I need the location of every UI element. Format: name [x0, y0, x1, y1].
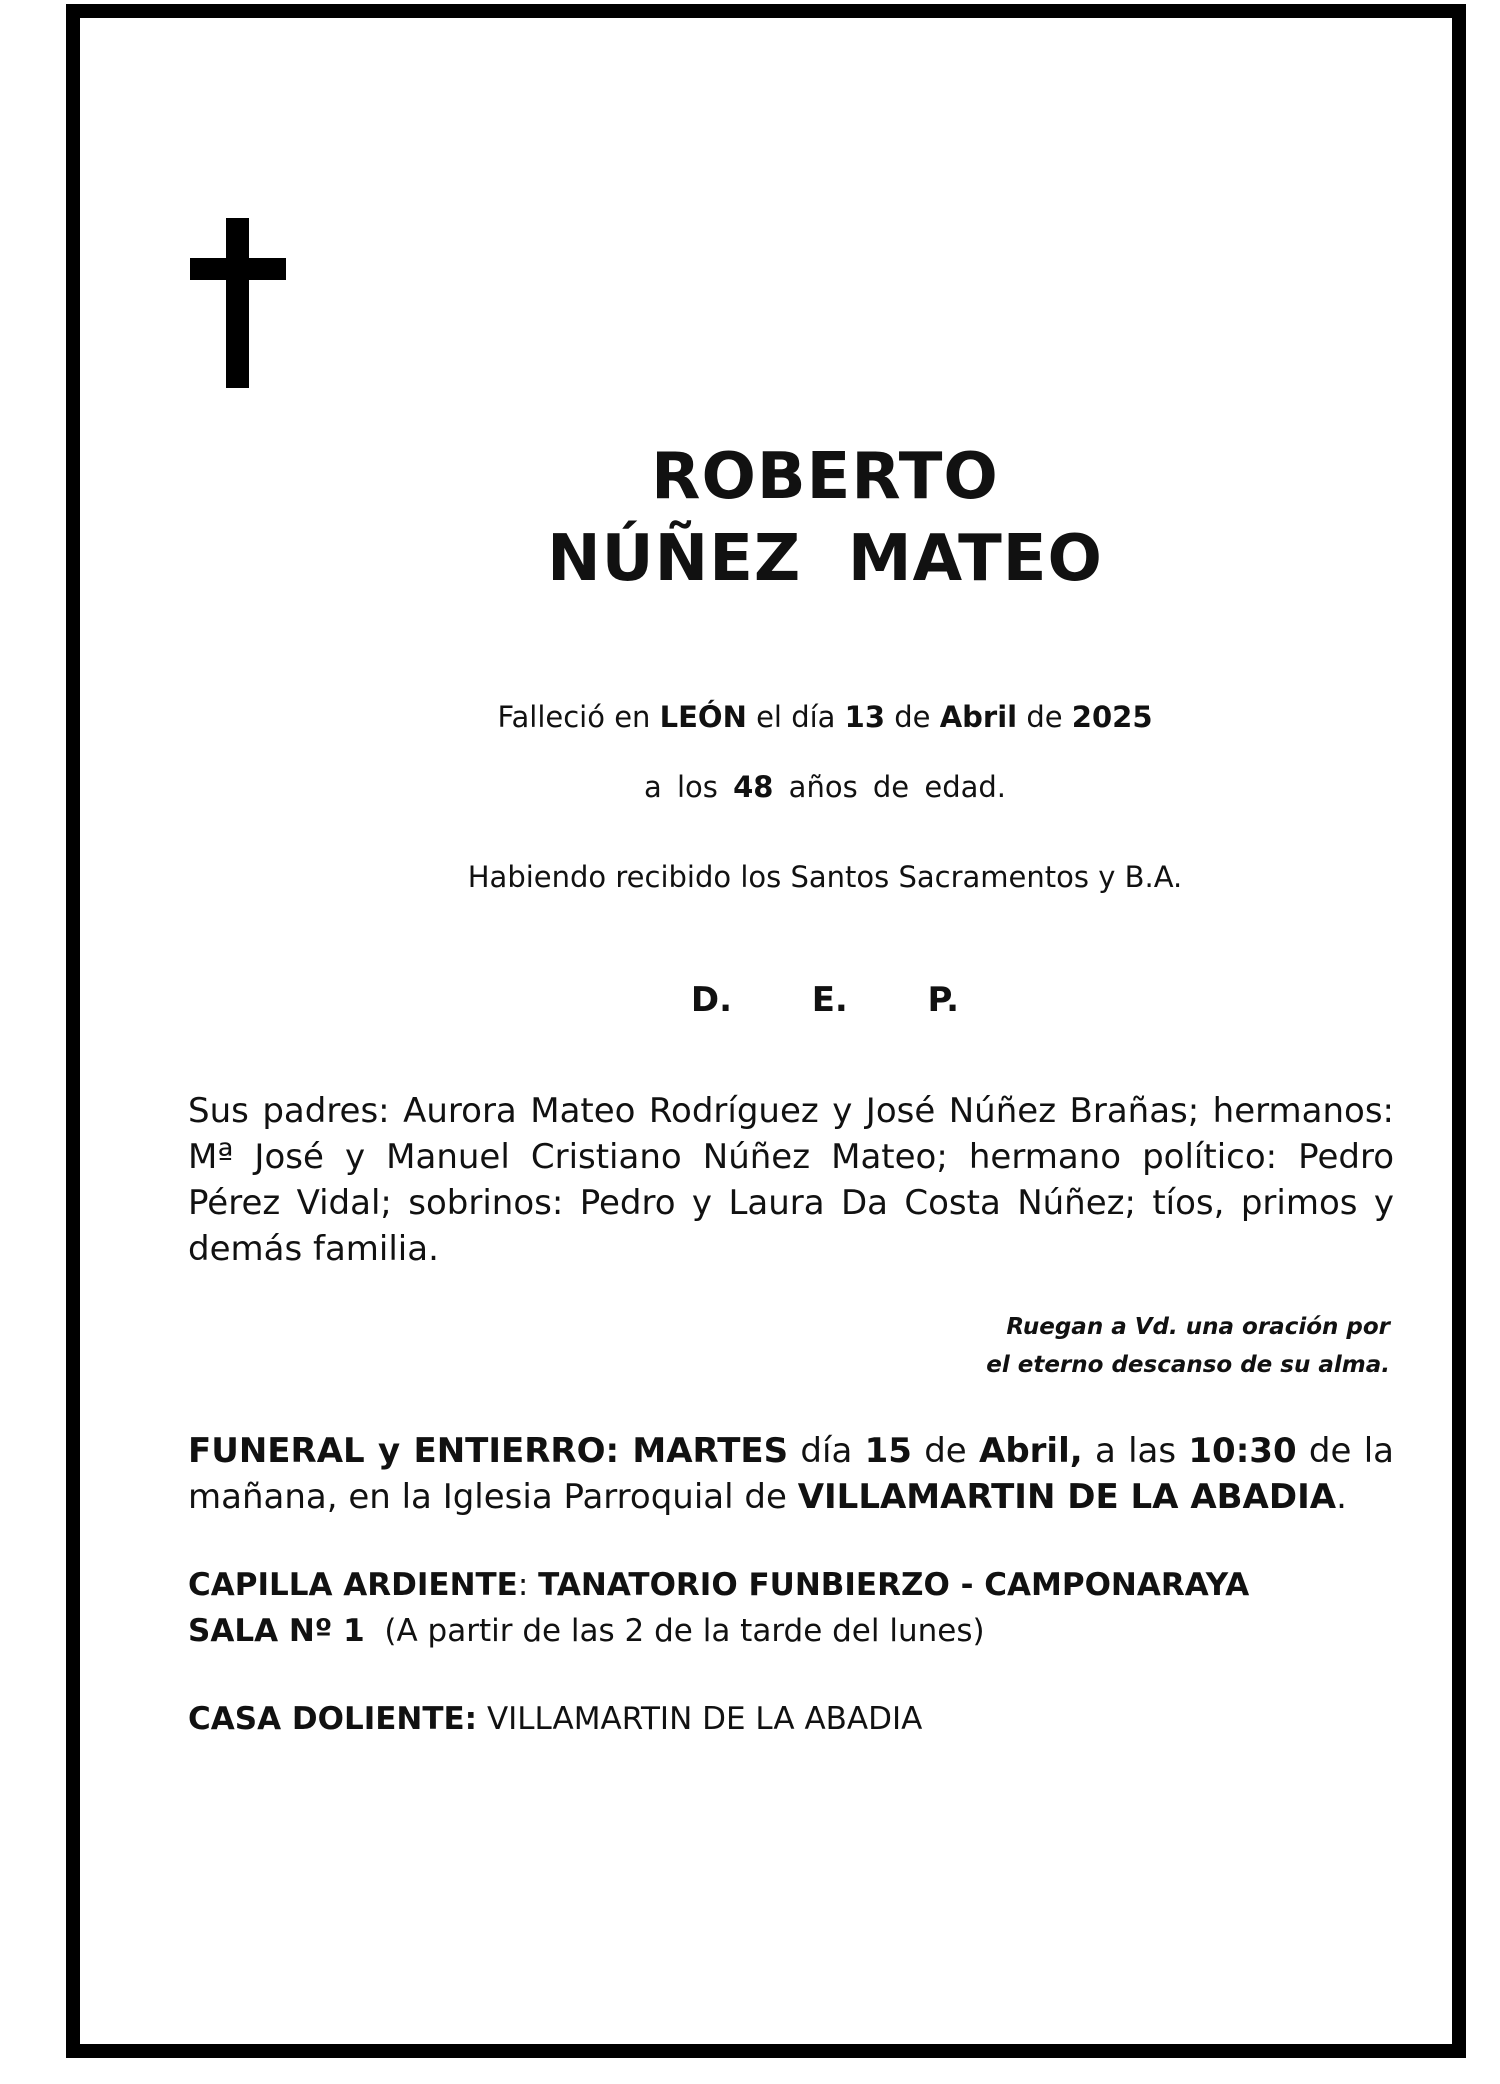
deceased-surnames: NÚÑEZ MATEO — [547, 522, 1103, 596]
casa-doliente: CASA DOLIENTE: VILLAMARTIN DE LA ABADIA — [188, 1701, 923, 1737]
deceased-first-name: ROBERTO — [651, 440, 999, 514]
sacraments-line: Habiendo recibido los Santos Sacramentos y B.A. — [467, 860, 1183, 894]
family-paragraph: Sus padres: Aurora Mateo Rodríguez y José Núñez Brañas; hermanos: Mª José y Manuel Cristiano Núñez Mateo; hermano político: Pedro Pérez Vidal; sobrinos: Pedro y Laura Da Costa Núñez; tíos, primos y demás familia. — [188, 1091, 1394, 1269]
age-line: a los 48 años de edad. — [643, 770, 1007, 804]
prayer-request: Ruegan a Vd. una oración por el eterno descanso de su alma. — [986, 1314, 1390, 1378]
death-line: Falleció en LEÓN el día 13 de Abril de 2025 — [497, 700, 1153, 734]
funeral-paragraph: FUNERAL y ENTIERRO: MARTES día 15 de Abril, a las 10:30 de la mañana, en la Iglesia Parroquial de VILLAMARTIN DE LA ABADIA. — [188, 1431, 1394, 1517]
cross-icon — [190, 218, 286, 388]
capilla-ardiente: CAPILLA ARDIENTE: TANATORIO FUNBIERZO - CAMPONARAYA SALA Nº 1 (A partir de las 2 de la tarde del lunes) — [188, 1567, 1250, 1649]
dep-line: D. E. P. — [690, 980, 960, 1020]
